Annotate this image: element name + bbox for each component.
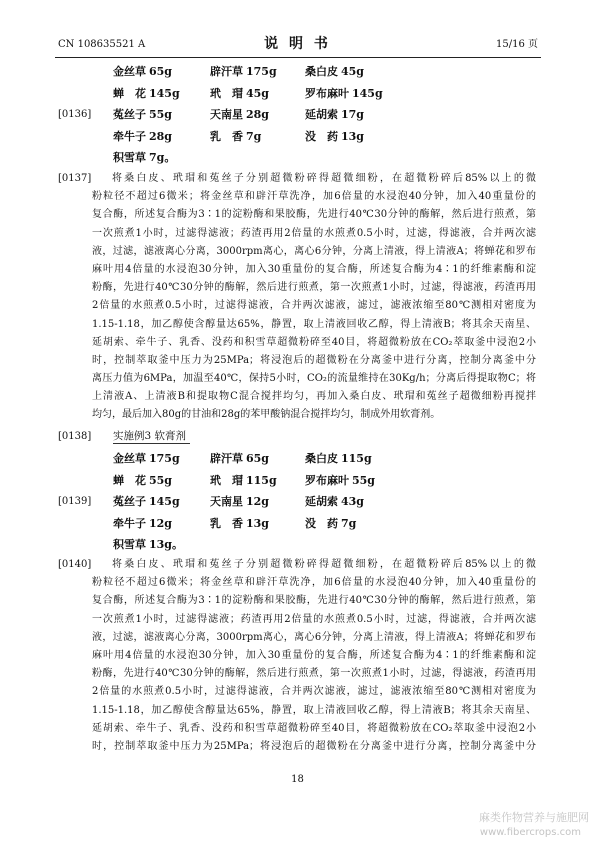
formula-row xyxy=(0,448,595,470)
ingredient-amount: 12g xyxy=(246,495,269,508)
paragraph-0140 xyxy=(58,556,536,756)
ingredient xyxy=(305,104,364,126)
ingredient-amount: 13g xyxy=(341,129,364,143)
paragraph-line: 粉粒径不超过6微米；将金丝草和辟汗草洗净，加6倍量的水浸泡40分钟，加入40重量份的 xyxy=(92,191,536,203)
paragraph-line: 时，控制萃取釜中压力为25MPa；将浸泡后的超微粉在分离釜中进行分离，控制分离釜中分 xyxy=(92,354,536,366)
ingredient xyxy=(113,470,172,492)
ingredient xyxy=(113,491,180,513)
ingredient xyxy=(305,61,364,83)
ingredient-amount: 7g xyxy=(246,129,262,143)
ingredient-amount: 45g xyxy=(341,65,364,78)
ingredient-name: 蝉 花 xyxy=(113,473,146,487)
ingredient-amount: 55g xyxy=(149,473,172,487)
ingredient-amount: 43g xyxy=(341,495,364,508)
paragraph-line: 复合酶，所述复合酶为3∶1的淀粉酶和果胶酶，先进行40℃30分钟的酶解，然后进行煎煮，第 xyxy=(92,209,536,221)
ingredient xyxy=(113,147,175,169)
watermark-site-name: 麻类作物营养与施肥网 xyxy=(479,811,589,824)
paragraph-line: 2倍量的水煎煮0.5小时，过滤得滤液，合并两次滤液，滤过，滤液浓缩至80℃测相对密度为 xyxy=(92,686,536,698)
ingredient xyxy=(210,513,269,535)
paragraph-line: 复合酶，所述复合酶为3∶1的淀粉酶和果胶酶，先进行40℃30分钟的酶解，然后进行煎煮，第 xyxy=(92,595,536,607)
formula-row xyxy=(0,147,595,169)
ingredient-name: 天南星 xyxy=(210,495,243,508)
ingredient-name: 辟汗草 xyxy=(210,452,243,465)
ingredient-name: 牵牛子 xyxy=(113,516,146,530)
ingredient-amount: 17g xyxy=(341,108,364,121)
paragraph-line: 液，过滤，滤液离心分离，3000rpm离心，离心6分钟，分离上清液，得上清液A；将蝉花和罗布 xyxy=(92,245,536,257)
paragraph-line: 2倍量的水煎煮0.5小时，过滤得滤液，合并两次滤液，滤过，滤液浓缩至80℃测相对密度为 xyxy=(92,300,536,312)
paragraph-number: [0136] xyxy=(58,109,92,120)
paragraph-line: 上清液A、上清液B和提取物C混合搅拌均匀，再加入桑白皮、玳瑁和菟丝子超微细粉再搅拌 xyxy=(92,391,536,403)
ingredient xyxy=(113,104,172,126)
ingredient-amount: 65g xyxy=(149,65,172,78)
ingredient xyxy=(305,126,364,148)
ingredient-name: 延胡索 xyxy=(305,495,338,508)
formula-row xyxy=(0,534,595,556)
ingredient-name: 延胡索 xyxy=(305,108,338,121)
ingredient-name: 没 药 xyxy=(305,129,338,143)
ingredient-name: 玳 瑁 xyxy=(210,473,243,487)
paragraph-number: [0137] xyxy=(58,173,92,184)
ingredient-name: 蝉 花 xyxy=(113,86,146,100)
formula-row xyxy=(0,491,595,513)
ingredient-amount: 13g。 xyxy=(149,538,183,551)
section-title: 说 明 书 xyxy=(264,36,331,52)
paragraph-line: 离压力值为6MPa，加温至40℃，保持5小时，CO₂的流量维持在30Kg/h；分离后得提取物C；将 xyxy=(92,373,536,385)
ingredient-name: 玳 瑁 xyxy=(210,86,243,100)
header-rule xyxy=(55,57,541,58)
ingredient-name: 罗布麻叶 xyxy=(305,86,349,100)
ingredient xyxy=(210,83,269,105)
paragraph-line: 将桑白皮、玳瑁和菟丝子分别超微粉碎得超微细粉，在超微粉碎后85%以上的微 xyxy=(112,173,536,184)
ingredient xyxy=(210,61,277,83)
ingredient-name: 乳 香 xyxy=(210,516,243,530)
ingredient xyxy=(113,448,180,470)
example-heading xyxy=(0,426,595,448)
ingredient-name: 乳 香 xyxy=(210,129,243,143)
paragraph-line: 1.15-1.18，加乙醇使含醇量达65%，静置，取上清液回收乙醇，得上清液B；将其余天南星、 xyxy=(92,318,536,330)
ingredient-amount: 7g xyxy=(341,516,357,530)
formula-row xyxy=(0,104,595,126)
ingredient-amount: 145g xyxy=(149,495,180,508)
ingredient-name: 菟丝子 xyxy=(113,495,146,508)
ingredient-name: 金丝草 xyxy=(113,65,146,78)
ingredient-amount: 55g xyxy=(149,108,172,121)
ingredient-name: 没 药 xyxy=(305,516,338,530)
formula-list-b xyxy=(0,448,595,556)
formula-row xyxy=(0,126,595,148)
formula-row xyxy=(0,470,595,492)
ingredient-name: 金丝草 xyxy=(113,452,146,465)
ingredient xyxy=(305,513,356,535)
ingredient-amount: 45g xyxy=(246,86,269,100)
example-title: 实施例3 软膏剂 xyxy=(113,429,190,444)
ingredient-amount: 12g xyxy=(149,516,172,530)
ingredient-name: 桑白皮 xyxy=(305,452,338,465)
ingredient-name: 积雪草 xyxy=(113,151,146,164)
watermark-url: www.fibercrops.com xyxy=(479,827,581,838)
paragraph-line: 麻叶用4倍量的水浸泡30分钟，加入30重量份的复合酶，所述复合酶为4∶1的纤维素酶和淀 xyxy=(92,263,536,275)
paragraph-line: 延胡索、牵牛子、乳香、没药和积雪草超微粉碎至40目，将超微粉放在CO₂萃取釜中浸泡2小 xyxy=(92,336,536,348)
ingredient-name: 牵牛子 xyxy=(113,129,146,143)
formula-list-a xyxy=(0,61,595,169)
ingredient xyxy=(210,470,277,492)
ingredient-amount: 55g xyxy=(352,473,375,487)
ingredient xyxy=(113,534,183,556)
paragraph-line: 麻叶用4倍量的水浸泡30分钟，加入30重量份的复合酶，所述复合酶为4∶1的纤维素酶和淀 xyxy=(92,649,536,661)
ingredient-amount: 13g xyxy=(246,516,269,530)
page-indicator: 15/16 页 xyxy=(496,39,538,50)
ingredient-amount: 175g xyxy=(246,65,277,78)
formula-row xyxy=(0,513,595,535)
ingredient xyxy=(210,104,269,126)
publication-number: CN 108635521 A xyxy=(58,39,146,50)
ingredient-amount: 145g xyxy=(352,86,383,100)
paragraph-line: 均匀，最后加入80g的甘油和28g的苯甲酸钠混合搅拌均匀，制成外用软膏剂。 xyxy=(92,409,441,421)
ingredient-amount: 175g xyxy=(149,452,180,465)
ingredient-name: 辟汗草 xyxy=(210,65,243,78)
formula-row xyxy=(0,83,595,105)
paragraph-line: 时，控制萃取釜中压力为25MPa；将浸泡后的超微粉在分离釜中进行分离，控制分离釜中分 xyxy=(92,740,536,752)
formula-row xyxy=(0,61,595,83)
ingredient-amount: 145g xyxy=(149,86,180,100)
paragraph-line: 一次煎煮1小时，过滤得滤液；药渣再用2倍量的水煎煮0.5小时，过滤，得滤液，合并两次滤 xyxy=(92,227,536,239)
ingredient-amount: 115g xyxy=(341,452,372,465)
ingredient xyxy=(113,126,172,148)
ingredient-name: 天南星 xyxy=(210,108,243,121)
ingredient xyxy=(305,470,375,492)
ingredient xyxy=(113,513,172,535)
ingredient-name: 桑白皮 xyxy=(305,65,338,78)
ingredient-amount: 28g xyxy=(246,108,269,121)
paragraph-line: 粉粒径不超过6微米；将金丝草和辟汗草洗净，加6倍量的水浸泡40分钟，加入40重量份的 xyxy=(92,577,536,589)
paragraph-line: 延胡索、牵牛子、乳香、没药和积雪草超微粉碎至40目，将超微粉放在CO₂萃取釜中浸泡2小 xyxy=(92,722,536,734)
ingredient xyxy=(305,83,383,105)
ingredient xyxy=(305,491,364,513)
paragraph-line: 粉酶，先进行40℃30分钟的酶解，然后进行煎煮，第一次煎煮1小时，过滤，得滤液，药渣再用 xyxy=(92,668,536,680)
ingredient-amount: 65g xyxy=(246,452,269,465)
ingredient xyxy=(210,448,269,470)
ingredient xyxy=(113,61,172,83)
ingredient-name: 积雪草 xyxy=(113,538,146,551)
ingredient-name: 罗布麻叶 xyxy=(305,473,349,487)
ingredient xyxy=(210,491,269,513)
ingredient-amount: 7g。 xyxy=(149,151,176,164)
paragraph-line: 液，过滤，滤液离心分离，3000rpm离心，离心6分钟，分离上清液，得上清液A；将蝉花和罗布 xyxy=(92,631,536,643)
paragraph-number: [0140] xyxy=(58,559,92,570)
ingredient xyxy=(210,126,261,148)
ingredient xyxy=(113,83,180,105)
paragraph-line: 粉酶，先进行40℃30分钟的酶解，然后进行煎煮，第一次煎煮1小时，过滤，得滤液，药渣再用 xyxy=(92,282,536,294)
ingredient xyxy=(305,448,372,470)
paragraph-line: 一次煎煮1小时，过滤得滤液；药渣再用2倍量的水煎煮0.5小时，过滤，得滤液，合并两次滤 xyxy=(92,613,536,625)
paragraph-0137 xyxy=(58,170,536,425)
paragraph-line: 1.15-1.18，加乙醇使含醇量达65%，静置，取上清液回收乙醇，得上清液B；将其余天南星、 xyxy=(92,704,536,716)
ingredient-amount: 115g xyxy=(246,473,277,487)
paragraph-line: 将桑白皮、玳瑁和菟丝子分别超微粉碎得超微细粉，在超微粉碎后85%以上的微 xyxy=(112,559,536,570)
ingredient-amount: 28g xyxy=(149,129,172,143)
paragraph-number: [0138] xyxy=(58,431,92,442)
page-number: 18 xyxy=(291,774,304,785)
ingredient-name: 菟丝子 xyxy=(113,108,146,121)
paragraph-number: [0139] xyxy=(58,496,92,507)
